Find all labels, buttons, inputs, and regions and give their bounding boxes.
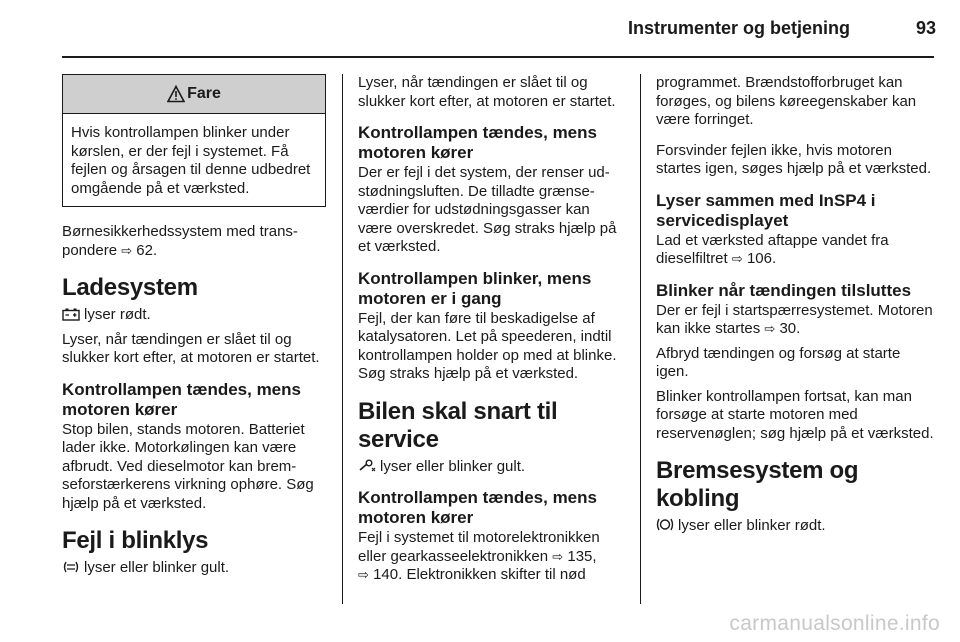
heading-charging-system: Ladesystem bbox=[62, 274, 198, 301]
warning-header bbox=[63, 75, 325, 114]
page-ref-arrow-icon: ⇨ bbox=[552, 548, 564, 564]
blink-lamp-line: lyser eller blinker gult. bbox=[62, 559, 326, 578]
column-1 bbox=[62, 74, 326, 584]
charge-paragraph-1: Lyser, når tændingen er slået til og slukker kort efter, at motoren er startet. bbox=[62, 330, 320, 366]
charge-lamp-line: lyser rødt. bbox=[62, 306, 326, 325]
column-3 bbox=[656, 74, 934, 542]
header-title: Instrumenter og betjening bbox=[627, 18, 850, 38]
col3-paragraph-3: Lad et værksted aftappe vandet fra dieselfiltret ⇨ 106. bbox=[656, 231, 889, 267]
column-divider-2 bbox=[640, 74, 641, 604]
warning-label: Fare bbox=[187, 85, 221, 102]
charge-paragraph-2: Stop bilen, stands motoren. Batteriet lader ikke. Motorkølingen kan være afbrudt. Ved dieselmotor kan bremseforstærkerens virkning ophøre. Søg hjælp på et værksted. bbox=[62, 420, 314, 512]
warning-text: Hvis kontrollampen blinker under kørslen, er der fejl i systemet. Få fejlen og årsagen til denne udbedret omgående på et værksted. bbox=[71, 124, 311, 197]
heading-brake-clutch: Bremsesystem og kobling bbox=[656, 457, 859, 512]
heading-running: Kontrollampen tændes, mens motoren kører bbox=[358, 123, 597, 162]
col3-paragraph-2: Forsvinder fejlen ikke, hvis motoren startes igen, søges hjælp på et værksted. bbox=[656, 141, 932, 177]
heading-insp: Lyser sammen med InSP4 i servicedisplayet bbox=[656, 190, 876, 230]
col3-paragraph-6: Blinker kontrollampen fortsat, kan man forsøge at starte motoren med reservenøglen; søg hjælp på et værksted. bbox=[656, 387, 934, 442]
col3-paragraph-5: Afbryd tændingen og forsøg at starte igen. bbox=[656, 344, 901, 380]
page-ref-arrow-icon: ⇨ bbox=[764, 321, 776, 336]
brake-lamp-line: lyser eller blinker rødt. bbox=[656, 517, 934, 536]
col3-paragraph-4: Der er fejl i startspærresystemet. Motoren kan ikke startes ⇨ 30. bbox=[656, 301, 933, 337]
page-number: 93 bbox=[915, 18, 936, 38]
warning-box bbox=[62, 74, 326, 207]
service-lamp-line: lyser eller blinker gult. bbox=[358, 458, 626, 477]
page-ref-arrow-icon: ⇨ bbox=[358, 567, 369, 582]
heading-ignition-blink: Blinker når tændingen tilsluttes bbox=[656, 280, 912, 300]
battery-icon bbox=[62, 308, 80, 321]
col2-paragraph-2: Der er fejl i det system, der renser udstødningsluften. De tilladte grænseværdier for udstødningsgasser kan være overskredet. Søg straks hjælp på et værksted. bbox=[358, 164, 617, 255]
heading-blinking-running: Kontrollampen blinker, mens motoren er i gang bbox=[358, 268, 592, 308]
heading-service-soon: Bilen skal snart til service bbox=[358, 397, 558, 453]
page-ref: 62. bbox=[136, 241, 158, 259]
heading-charge-running: Kontrollampen tændes, mens motoren kører bbox=[62, 379, 301, 419]
header-divider bbox=[62, 56, 934, 58]
glow-plug-icon bbox=[62, 560, 80, 574]
col3-paragraph-1: programmet. Brændstofforbruget kan forøges, og bilens køreegenskaber kan være forringet. bbox=[656, 74, 917, 128]
column-2 bbox=[358, 74, 626, 591]
service-wrench-icon bbox=[358, 459, 376, 473]
paragraph-child-restraint: Børnesikkerhedssystem med transpondere ⇨ 62. bbox=[62, 223, 298, 259]
heading-blink-fault: Fejl i blinklys bbox=[62, 527, 209, 554]
watermark: carmanualsonline.info bbox=[729, 612, 940, 635]
column-divider-1 bbox=[342, 74, 343, 604]
brake-icon bbox=[656, 517, 674, 532]
heading-service-running: Kontrollampen tændes, mens motoren kører bbox=[358, 488, 597, 527]
col2-paragraph-3: Fejl, der kan føre til beskadigelse af katalysatoren. Let på speederen, indtil kontrollampen holder op med at blinke. Søg straks hjælp på et værksted. bbox=[358, 309, 617, 382]
col2-paragraph-4: Fejl i systemet til motorelektronikken eller gearkasseelektronikken ⇨ 135, ⇨ 140. Elektronikken skifter til nød bbox=[358, 529, 600, 583]
warning-triangle-icon bbox=[167, 85, 185, 103]
page-ref-arrow-icon: ⇨ bbox=[731, 251, 743, 266]
page-ref-arrow-icon: ⇨ bbox=[121, 242, 133, 258]
col2-paragraph-1: Lyser, når tændingen er slået til og slukker kort efter, at motoren er startet. bbox=[358, 74, 616, 110]
